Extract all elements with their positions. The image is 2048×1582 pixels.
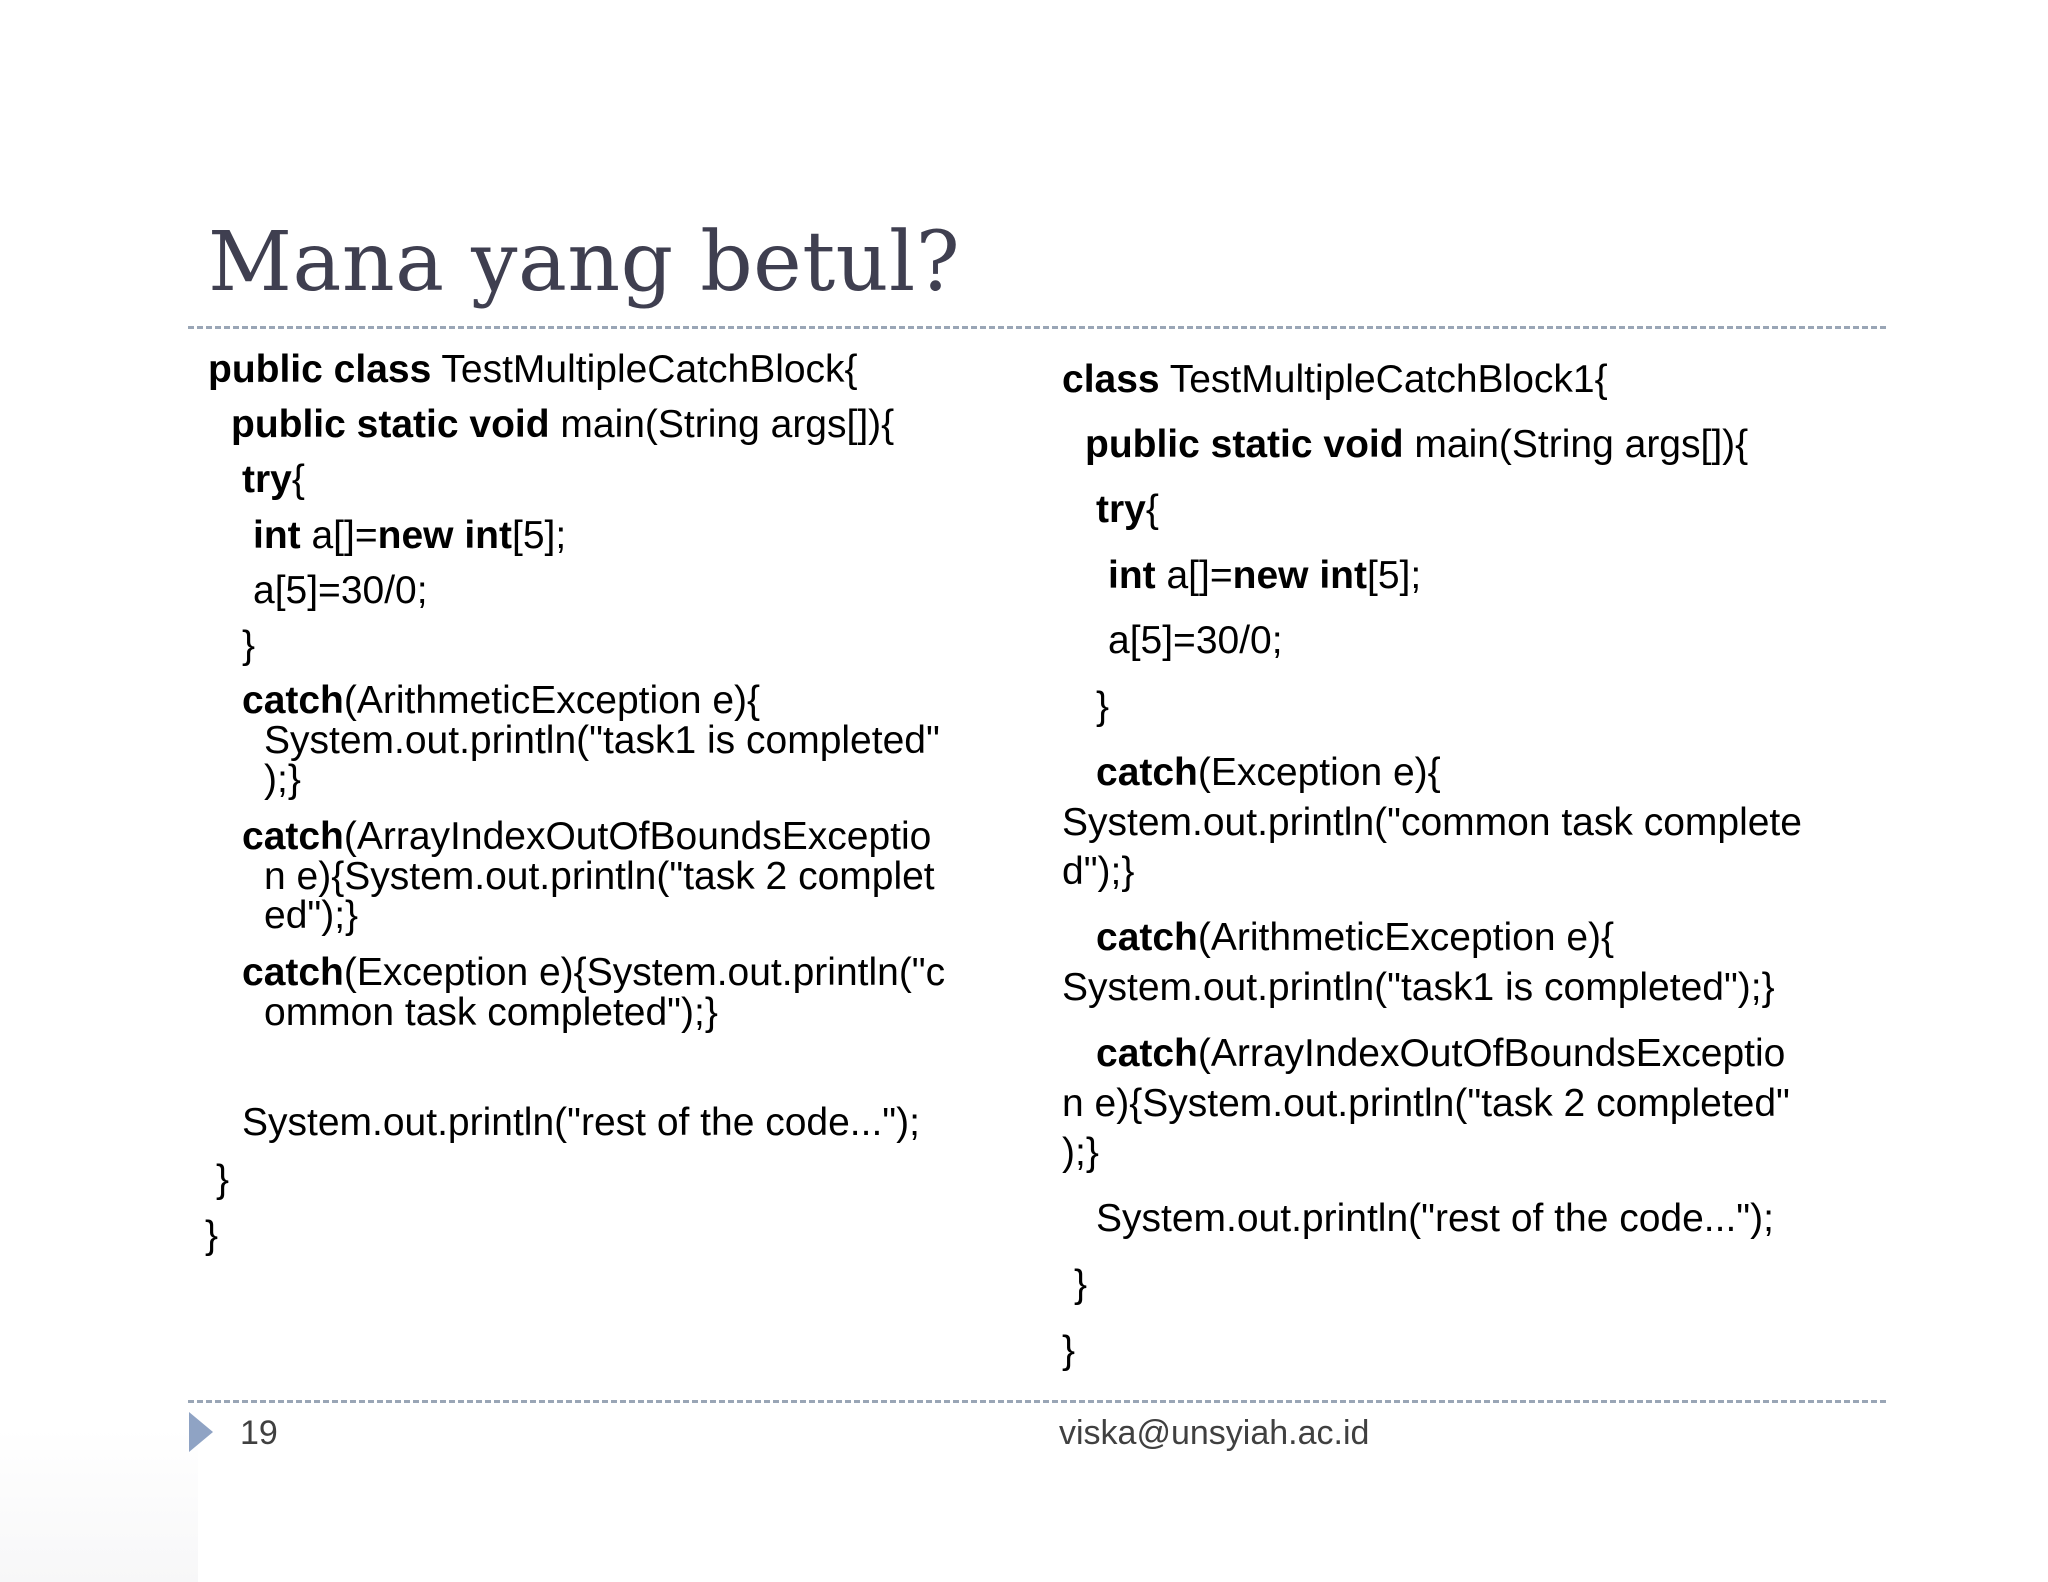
right-code-line xyxy=(1074,1265,1087,1304)
right-code-line xyxy=(1108,621,1283,660)
left-code-line xyxy=(242,953,945,992)
code-text: TestMultipleCatchBlock1{ xyxy=(1159,358,1608,401)
code-keyword: int xyxy=(253,514,301,557)
code-text: (ArithmeticException e){ xyxy=(343,679,761,722)
footer-divider xyxy=(188,1400,1886,1403)
right-code-line xyxy=(1062,968,1775,1007)
code-keyword: try xyxy=(242,458,292,501)
code-text: n e){System.out.println("task 2 complet xyxy=(264,855,935,898)
code-keyword: new int xyxy=(377,514,512,557)
code-text: } xyxy=(242,624,256,667)
code-text: ommon task completed");} xyxy=(264,991,718,1034)
slide-left-shade xyxy=(0,1428,198,1582)
left-code-line xyxy=(242,626,255,665)
left-code-line xyxy=(208,350,858,389)
code-text: );} xyxy=(1062,1131,1099,1174)
left-code-line xyxy=(231,405,894,444)
left-code-line xyxy=(264,760,301,799)
code-text: System.out.println("task1 is completed" xyxy=(264,719,940,762)
left-code-line xyxy=(264,896,358,935)
code-text: (ArithmeticException e){ xyxy=(1197,916,1615,959)
code-text: );} xyxy=(264,758,301,801)
left-code-line xyxy=(242,1103,920,1142)
right-code-line xyxy=(1062,1133,1099,1172)
left-code-line xyxy=(264,993,718,1032)
right-code-line xyxy=(1062,852,1134,891)
code-text: a[]= xyxy=(1155,554,1233,597)
left-code-line xyxy=(242,817,931,856)
left-code-line xyxy=(216,1160,229,1199)
right-code-line xyxy=(1096,687,1109,726)
code-text: } xyxy=(205,1214,219,1257)
left-code-line xyxy=(253,571,428,610)
code-text: n e){System.out.println("task 2 completed" xyxy=(1062,1082,1790,1125)
code-keyword: public class xyxy=(208,348,432,391)
code-text: { xyxy=(1145,488,1159,531)
code-text: ed");} xyxy=(264,894,359,937)
left-code-line xyxy=(264,857,935,896)
footer-email: viska@unsyiah.ac.id xyxy=(1059,1414,1370,1452)
code-keyword: public static void xyxy=(231,403,550,446)
code-keyword: catch xyxy=(1096,1032,1198,1075)
code-text: d");} xyxy=(1062,850,1135,893)
right-code-line xyxy=(1062,360,1608,399)
footer-arrow-icon xyxy=(189,1412,213,1452)
code-text: } xyxy=(1096,685,1110,728)
left-code-line xyxy=(242,681,760,720)
code-text: main(String args[]){ xyxy=(1403,423,1749,466)
right-code-line xyxy=(1085,425,1748,464)
code-text: System.out.println("task1 is completed");} xyxy=(1062,966,1775,1009)
code-keyword: catch xyxy=(242,815,344,858)
code-text: main(String args[]){ xyxy=(549,403,895,446)
left-code-line xyxy=(264,721,940,760)
code-text: (ArrayIndexOutOfBoundsExceptio xyxy=(1197,1032,1786,1075)
code-text: TestMultipleCatchBlock{ xyxy=(431,348,858,391)
code-text: System.out.println("rest of the code..."); xyxy=(1096,1197,1774,1240)
code-text: } xyxy=(1062,1329,1076,1372)
right-code-line xyxy=(1096,1199,1774,1238)
code-text: [5]; xyxy=(511,514,567,557)
code-keyword: try xyxy=(1096,488,1146,531)
right-code-line xyxy=(1096,918,1614,957)
right-code-line xyxy=(1062,1331,1075,1370)
slide-number: 19 xyxy=(240,1414,278,1452)
code-keyword: int xyxy=(1108,554,1156,597)
code-text: System.out.println("common task complete xyxy=(1062,801,1802,844)
code-text: System.out.println("rest of the code..."); xyxy=(242,1101,920,1144)
right-code-line xyxy=(1108,556,1421,595)
left-code-line xyxy=(242,460,305,499)
right-code-line xyxy=(1096,753,1441,792)
code-text: (Exception e){ xyxy=(1197,751,1441,794)
code-text: a[5]=30/0; xyxy=(1108,619,1283,662)
code-text: { xyxy=(291,458,305,501)
code-text: } xyxy=(216,1158,230,1201)
slide-title: Mana yang betul? xyxy=(208,215,961,310)
code-keyword: class xyxy=(1062,358,1160,401)
right-code-line xyxy=(1096,490,1159,529)
code-keyword: catch xyxy=(1096,751,1198,794)
code-keyword: public static void xyxy=(1085,423,1404,466)
code-keyword: catch xyxy=(1096,916,1198,959)
left-code-line xyxy=(253,516,566,555)
right-code-line xyxy=(1062,803,1802,842)
right-code-line xyxy=(1096,1034,1785,1073)
code-text: (Exception e){System.out.println("c xyxy=(343,951,946,994)
code-text: a[5]=30/0; xyxy=(253,569,428,612)
right-code-line xyxy=(1062,1084,1790,1123)
title-divider xyxy=(188,326,1886,329)
left-code-line xyxy=(205,1216,218,1255)
code-keyword: catch xyxy=(242,679,344,722)
code-text: (ArrayIndexOutOfBoundsExceptio xyxy=(343,815,932,858)
code-keyword: catch xyxy=(242,951,344,994)
code-text: [5]; xyxy=(1366,554,1422,597)
code-keyword: new int xyxy=(1232,554,1367,597)
code-text: a[]= xyxy=(300,514,378,557)
code-text: } xyxy=(1074,1263,1088,1306)
